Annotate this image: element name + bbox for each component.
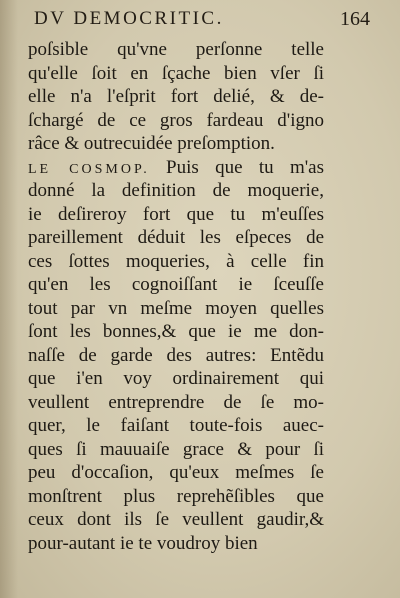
text-line: pareillement déduit les eſpeces de (28, 227, 324, 248)
text-line: peu d'occaſion, qu'eux meſmes ſe (28, 462, 324, 483)
text-line: elle n'a l'eſprit fort delié, & de- (28, 86, 324, 107)
speaker-line-text: Puis que tu m'as (166, 156, 325, 178)
text-line: que i'en voy ordinairement qui (28, 368, 324, 389)
text-line: râce & outrecuidée preſomption. (28, 133, 275, 154)
text-line: ces ſottes moqueries, à celle fin (28, 250, 324, 272)
text-line: monſtrent plus reprehẽſibles que (28, 485, 324, 507)
text-line: tout par vn meſme moyen quelles (28, 297, 324, 319)
text-line: naſſe de garde des autres: Entẽdu (28, 344, 324, 366)
speaker-line (28, 156, 324, 180)
text-line: poſsible qu'vne perſonne telle (28, 39, 324, 60)
text-line: ceux dont ils ſe veullent gaudir,& (28, 509, 324, 530)
text-line: ſont les bonnes,& que ie me don- (28, 321, 324, 342)
text-line: quer, le faiſant toute-fois auec- (28, 415, 324, 436)
text-line: qu'en les cognoiſſant ie ſceuſſe (28, 274, 324, 295)
page-number: 164 (340, 8, 370, 30)
page-header (34, 6, 370, 32)
text-line: qu'elle ſoit en ſçache bien vſer ſi (28, 62, 324, 84)
text-line: pour-autant ie te voudroy bien (28, 532, 258, 554)
text-line: ie deſireroy fort que tu m'euſſes (28, 203, 324, 225)
body-text (28, 38, 324, 555)
page-gutter-shadow (0, 0, 18, 598)
speaker-label: LE COSMOP. (28, 161, 150, 177)
text-line: donné la definition de moquerie, (28, 180, 324, 201)
text-line: veullent entreprendre de ſe mo- (28, 391, 324, 413)
text-line: ques ſi mauuaiſe grace & pour ſi (28, 438, 324, 460)
text-line: ſchargé de ce gros fardeau d'igno (28, 109, 324, 131)
running-title: DV DEMOCRITIC. (34, 8, 224, 29)
